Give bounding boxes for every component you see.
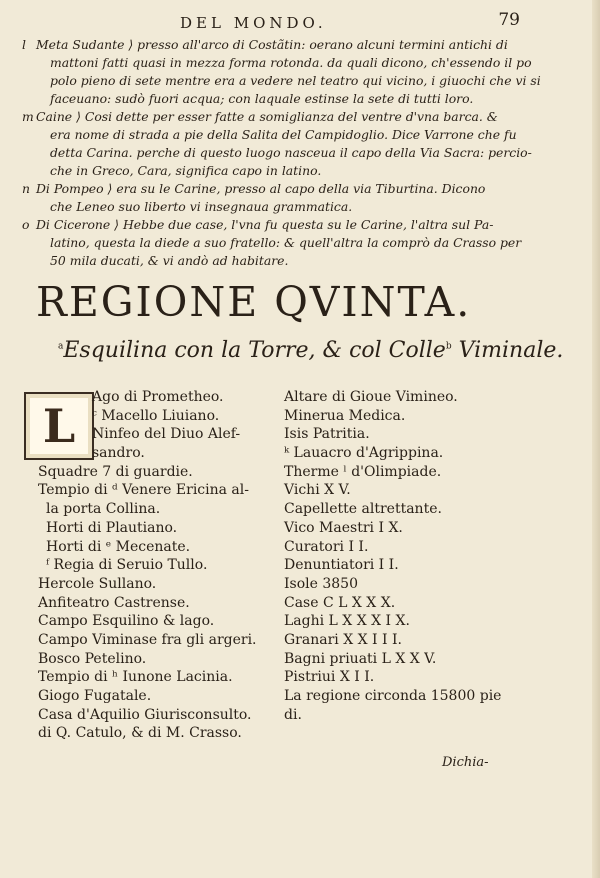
- footnote-line: [22, 216, 502, 234]
- list-item: Casa d'Aquilio Giurisconsulto.: [38, 706, 252, 723]
- footnote-text: latino, questa la diede a suo fratello: & quell'altra la comprò da Crasso per: [50, 235, 522, 250]
- list-item: Vico Maestri I X.: [284, 519, 403, 536]
- list-item: Therme ˡ d'Olimpiade.: [284, 463, 442, 480]
- list-item: Campo Esquilino & lago.: [38, 613, 215, 630]
- list-item: Horti di ᵉ Mecenate.: [46, 538, 191, 555]
- list-item: ᵏ Lauacro d'Agrippina.: [284, 445, 444, 462]
- section-subheading: [58, 338, 563, 363]
- footnote-line: [22, 252, 502, 270]
- footnote-line: [22, 126, 517, 144]
- footnote-text: mattoni fatti quasi in mezza forma rotonda. da quali dicono, ch'essendo il po: [50, 55, 532, 70]
- list-item: Squadre 7 di guardie.: [38, 463, 193, 480]
- list-item: Isis Patritia.: [284, 426, 370, 443]
- page-edge: [592, 0, 600, 878]
- footnote-line: [22, 162, 502, 180]
- list-item: Granari X X I I I.: [284, 631, 402, 648]
- footnote-line: [22, 108, 502, 126]
- footnote-line: [22, 36, 508, 54]
- footnote-line: [22, 72, 541, 90]
- footnote-text: Meta Sudante ⟩ presso all'arco di Costãtin: oerano alcuni termini antichi di: [36, 37, 508, 52]
- footnote-text: Di Pompeo ⟩ era su le Carine, presso al capo della via Tiburtina. Dicono: [36, 181, 486, 196]
- list-item: Ninfeo del Diuo Alef-: [92, 426, 241, 443]
- footnote-text: che in Greco, Cara, significa capo in latino.: [50, 163, 322, 178]
- list-item: Tempio di ʰ Iunone Lacinia.: [38, 669, 233, 686]
- footnote-text: che Leneo suo liberto vi insegnaua grammatica.: [50, 199, 353, 214]
- list-item: Pistriui X I I.: [284, 669, 375, 686]
- subheading-text-end: Viminale.: [451, 338, 564, 363]
- footnote-line: [22, 54, 532, 72]
- section-heading: REGIONE QVINTA.: [36, 278, 472, 326]
- footnote-text: faceuano: sudò fuori acqua; con laquale estinse la sete di tutti loro.: [50, 91, 474, 106]
- footnote-line: [22, 234, 522, 252]
- footnote-line: [22, 90, 502, 108]
- list-item: Denuntiatori I I.: [284, 557, 399, 574]
- footnote-text: polo pieno di sete mentre era a vedere nel teatro qui vicino, i giuochi che vi si: [50, 73, 541, 88]
- list-item: Campo Viminase fra gli argeri.: [38, 631, 257, 648]
- list-item: la porta Collina.: [46, 501, 161, 518]
- page-number: 79: [498, 10, 520, 30]
- list-item: Tempio di ᵈ Venere Ericina al-: [38, 482, 249, 499]
- list-item: Altare di Gioue Vimineo.: [284, 389, 458, 405]
- list-item: Bagni priuati L X X V.: [284, 650, 437, 667]
- note-ref-b: b: [445, 341, 452, 352]
- list-item: sandro.: [92, 445, 145, 462]
- footnote-text: Caine ⟩ Cosi dette per esser fatte a somiglianza del ventre d'vna barca. &: [36, 109, 498, 124]
- decorated-initial: L: [24, 392, 94, 460]
- catchword: Dichia-: [442, 755, 489, 770]
- list-item: Laghi L X X X I X.: [284, 613, 410, 630]
- note-ref-a: a: [58, 341, 64, 352]
- list-item: Anfiteatro Castrense.: [38, 594, 190, 611]
- footnote-line: [22, 198, 502, 216]
- right-column-list: [284, 388, 514, 724]
- list-item: Ago di Prometheo.: [92, 389, 224, 405]
- list-item: Bosco Petelino.: [38, 650, 147, 667]
- footnote-text: 50 mila ducati, & vi andò ad habitare.: [50, 253, 289, 268]
- list-item: Minerua Medica.: [284, 407, 406, 424]
- footnote-line: [22, 144, 532, 162]
- left-column-list: [38, 388, 268, 743]
- list-item: ᶜ Macello Liuiano.: [92, 407, 220, 424]
- list-item: La regione circonda 15800 pie: [284, 688, 502, 704]
- list-item: Giogo Fugatale.: [38, 688, 152, 704]
- footnote-marker: o: [22, 217, 30, 232]
- list-item: Hercole Sullano.: [38, 575, 157, 592]
- footnotes: [22, 36, 541, 270]
- footnote-text: detta Carina. perche di questo luogo nasceua il capo della Via Sacra: percio-: [50, 145, 532, 160]
- list-item: Case C L X X X.: [284, 594, 396, 611]
- subheading-text: Esquilina con la Torre, & col Colle: [63, 338, 446, 363]
- running-head: DEL MONDO.: [180, 14, 327, 32]
- list-item: Capellette altrettante.: [284, 501, 442, 518]
- list-item: di Q. Catulo, & di M. Crasso.: [38, 725, 242, 742]
- footnote-marker: n: [22, 181, 30, 196]
- list-item: ᶠ Regia di Seruio Tullo.: [46, 557, 208, 574]
- footnote-marker: l: [22, 37, 26, 52]
- footnote-line: [22, 180, 502, 198]
- list-item: Curatori I I.: [284, 538, 369, 555]
- footnote-text: era nome di strada a pie della Salita del Campidoglio. Dice Varrone che fu: [50, 127, 517, 142]
- footnote-text: Di Cicerone ⟩ Hebbe due case, l'vna fu questa su le Carine, l'altra sul Pa-: [36, 217, 494, 232]
- list-item: Isole 3850: [284, 575, 358, 592]
- list-item: di.: [284, 706, 302, 723]
- footnote-marker: m: [22, 109, 34, 124]
- list-item: Vichi X V.: [284, 482, 351, 499]
- list-item: Horti di Plautiano.: [46, 519, 178, 536]
